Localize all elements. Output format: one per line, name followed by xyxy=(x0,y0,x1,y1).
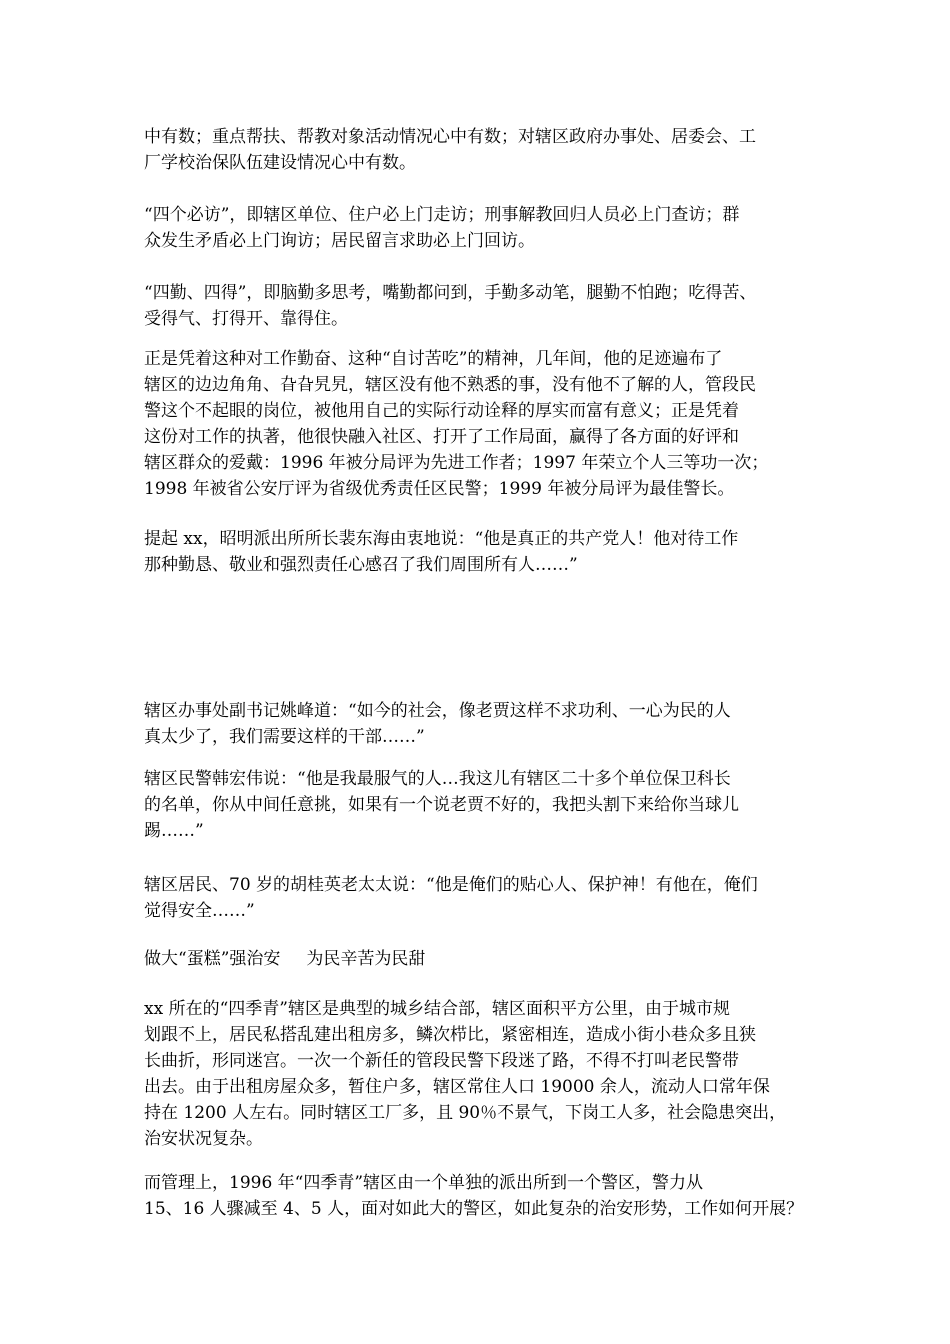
paragraph-director-quote xyxy=(144,526,820,578)
text-line: 觉得安全……” xyxy=(144,901,255,921)
paragraph-four-diligences xyxy=(144,280,820,332)
text-line: 警这个不起眼的岗位，被他用自己的实际行动诠释的厚实而富有意义；正是凭着 xyxy=(144,401,739,421)
paragraph-management-challenge xyxy=(144,1170,820,1222)
text-line: 出去。由于出租房屋众多，暂住户多，辖区常住人口 19000 余人，流动人口常年保 xyxy=(144,1077,770,1097)
text-line: xx 所在的“四季青”辖区是典型的城乡结合部，辖区面积平方公里，由于城市规 xyxy=(144,999,730,1019)
text-line: 长曲折，形同迷宫。一次一个新任的管段民警下段迷了路，不得不打叫老民警带 xyxy=(144,1051,739,1071)
text-line: 厂学校治保队伍建设情况心中有数。 xyxy=(144,153,416,173)
text-line: 而管理上，1996 年“四季青”辖区由一个单独的派出所到一个警区，警力从 xyxy=(144,1173,704,1193)
text-line: 辖区民警韩宏伟说：“他是我最服气的人…我这儿有辖区二十多个单位保卫科长 xyxy=(144,769,731,789)
text-line: “四勤、四得”，即脑勤多思考，嘴勤都问到，手勤多动笔，腿勤不怕跑；吃得苦、 xyxy=(144,283,757,303)
text-line: 真太少了，我们需要这样的干部……” xyxy=(144,727,425,747)
section-heading xyxy=(144,946,820,972)
text-line: 众发生矛盾必上门询访；居民留言求助必上门回访。 xyxy=(144,231,535,251)
text-line: 这份对工作的执著，他很快融入社区、打开了工作局面，赢得了各方面的好评和 xyxy=(144,427,739,447)
paragraph-resident-quote xyxy=(144,872,820,924)
text-line: 那种勤恳、敬业和强烈责任心感召了我们周围所有人……” xyxy=(144,555,578,575)
section-heading-right: 为民辛苦为民甜 xyxy=(306,949,426,969)
paragraph-district-description xyxy=(144,996,820,1152)
text-line: 提起 xx，昭明派出所所长裴东海由衷地说：“他是真正的共产党人！他对待工作 xyxy=(144,529,739,549)
text-line: 1998 年被省公安厅评为省级优秀责任区民警；1999 年被分局评为最佳警长。 xyxy=(144,479,735,499)
text-line: 辖区办事处副书记姚峰道：“如今的社会，像老贾这样不求功利、一心为民的人 xyxy=(144,701,731,721)
paragraph-officer-quote xyxy=(144,766,820,844)
paragraph-four-must-visits xyxy=(144,202,820,254)
text-line: 辖区居民、70 岁的胡桂英老太太说：“他是俺们的贴心人、保护神！有他在，俺们 xyxy=(144,875,758,895)
text-line: 正是凭着这种对工作勤奋、这种“自讨苦吃”的精神，几年间，他的足迹遍布了 xyxy=(144,349,723,369)
text-line: 持在 1200 人左右。同时辖区工厂多，且 90％不景气，下岗工人多，社会隐患突出， xyxy=(144,1103,787,1123)
text-line: 辖区群众的爱戴：1996 年被分局评为先进工作者；1997 年荣立个人三等功一次； xyxy=(144,453,769,473)
paragraph-secretary-quote xyxy=(144,698,820,750)
section-heading-line xyxy=(144,946,820,972)
text-line: 中有数；重点帮扶、帮教对象活动情况心中有数；对辖区政府办事处、居委会、工 xyxy=(144,127,756,147)
paragraph-checklist-ending xyxy=(144,124,820,176)
text-line: 治安状况复杂。 xyxy=(144,1129,263,1149)
text-line: 的名单，你从中间任意挑，如果有一个说老贾不好的，我把头割下来给你当球儿 xyxy=(144,795,739,815)
text-line: 辖区的边边角角、旮旮旯旯，辖区没有他不熟悉的事，没有他不了解的人，管段民 xyxy=(144,375,756,395)
section-heading-left: 做大“蛋糕”强治安 xyxy=(144,949,281,969)
paragraph-achievements xyxy=(144,346,820,502)
text-line: 受得气、打得开、靠得住。 xyxy=(144,309,348,329)
text-line: 踢……” xyxy=(144,821,204,841)
text-line: 15、16 人骤减至 4、5 人，面对如此大的警区，如此复杂的治安形势，工作如何开展？ xyxy=(144,1199,804,1219)
text-line: 划跟不上，居民私搭乱建出租房多，鳞次栉比，紧密相连，造成小街小巷众多且狭 xyxy=(144,1025,756,1045)
text-line: “四个必访”，即辖区单位、住户必上门走访；刑事解教回归人员必上门查访；群 xyxy=(144,205,740,225)
